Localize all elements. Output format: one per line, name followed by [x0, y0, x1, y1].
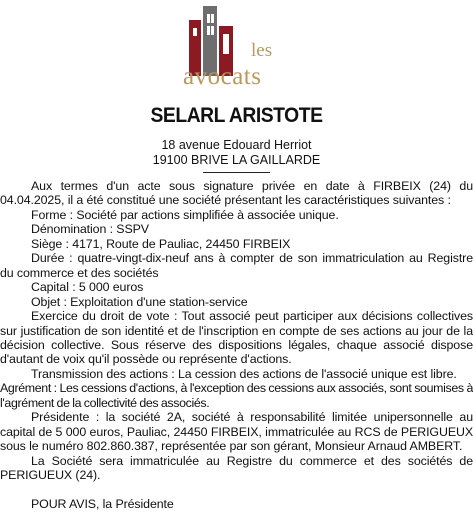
logo-text-avocats: avocats: [183, 63, 262, 90]
address-street: 18 avenue Edouard Herriot: [161, 138, 312, 152]
divider: [203, 172, 270, 173]
paragraph-siege: Siège : 4171, Route de Pauliac, 24450 FIRBEIX: [31, 236, 291, 251]
paragraph-agrement: Agrément : Les cessions d'actions, à l'exception des cessions aux associés, sont soumises à l'agrément de la collectivité des associés.: [0, 381, 473, 410]
paragraph-vote: Exercice du droit de vote : Tout associé peut participer aux décisions collectives sur justification de son identité et de l'inscription en compte de ses actions au jour de la décision collective. Sous réserve des dispositions légales, chaque associé dispose d'autant de voix qu'il possède ou représente d'actions.: [0, 309, 473, 367]
paragraph-capital: Capital : 5 000 euros: [31, 280, 144, 295]
company-name: SELARL ARISTOTE: [150, 104, 323, 127]
notice-body: [0, 179, 473, 511]
paragraph-forme: Forme : Société par actions simplifiée à associée unique.: [31, 207, 339, 222]
paragraph-denomination: Dénomination : SSPV: [31, 222, 149, 237]
address-city: 19100 BRIVE LA GAILLARDE: [152, 153, 321, 167]
paragraph-presidente: Présidente : la société 2A, société à responsabilité limitée unipersonnelle au capital de 5 000 euros, Pauliac, 24450 FIRBEIX, immatriculée au RCS de PERIGUEUX sous le numéro 802.860.387, représentée par son gérant, Monsieur Arnaud AMBERT.: [0, 410, 473, 454]
closing-signature: POUR AVIS, la Présidente: [31, 496, 174, 511]
logo-text-les: les: [251, 40, 273, 61]
paragraph-intro: Aux termes d'un acte sous signature privée en date à FIRBEIX (24) du 04.04.2025, il a été constitué une société présentant les caractéristiques suivantes :: [0, 179, 473, 208]
paragraph-duree: Durée : quatre-vingt-dix-neuf ans à compter de son immatriculation au Registre du commerce et des sociétés: [0, 251, 473, 280]
les-avocats-logo: [183, 6, 293, 92]
paragraph-immatriculation: La Société sera immatriculée au Registre du commerce et des sociétés de PERIGUEUX (24).: [0, 453, 473, 483]
paragraph-transmission: Transmission des actions : La cession des actions de l'associé unique est libre.: [31, 366, 457, 381]
spacer: [0, 483, 473, 497]
paragraph-objet: Objet : Exploitation d'une station-service: [31, 294, 248, 309]
